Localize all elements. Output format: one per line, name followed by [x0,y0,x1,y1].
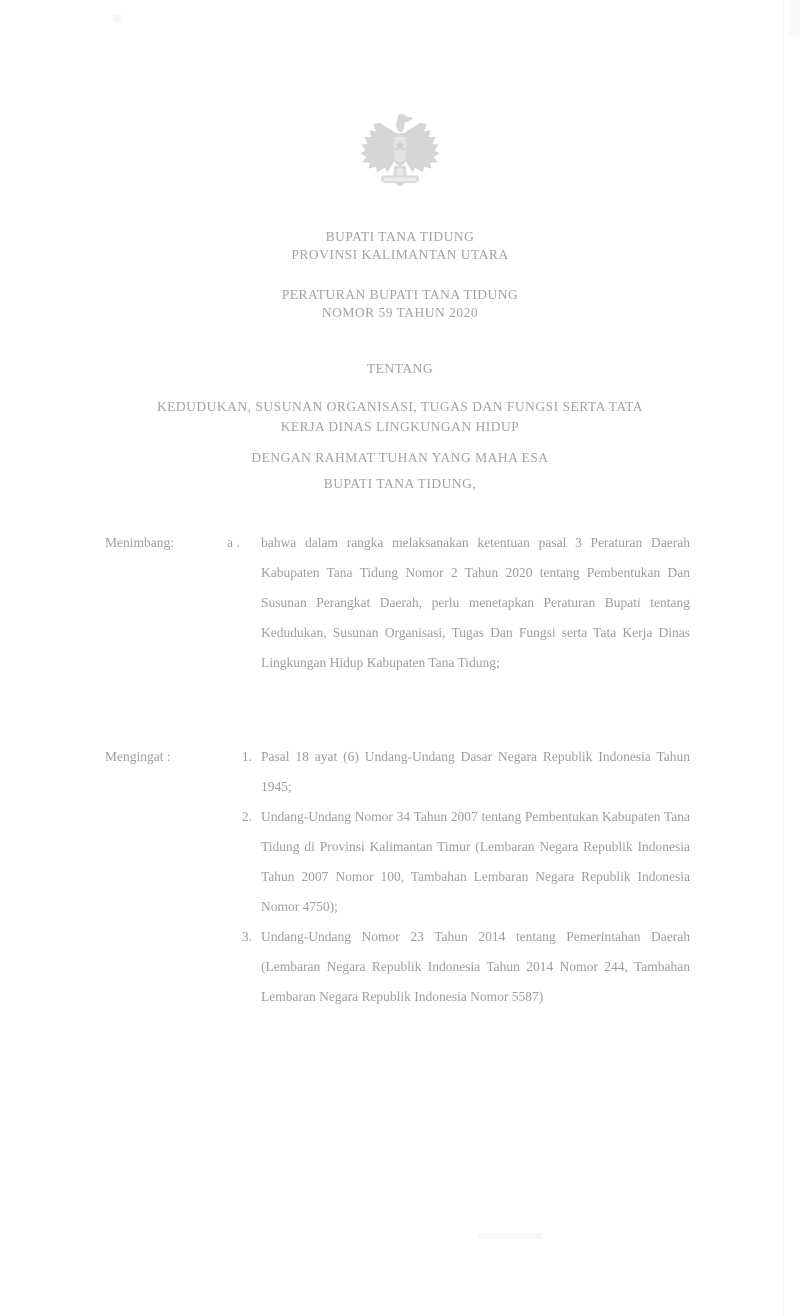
mengingat-item-text: Undang-Undang Nomor 23 Tahun 2014 tentang Pemerintahan Daerah (Lembaran Negara Republik Indonesia Tahun 2014 Nomor 244, Tambahan Lembaran Negara Republik Indonesia Nomor 5587) [261,929,690,1004]
menimbang-label: Menimbang: [105,535,174,550]
menimbang-item-text: bahwa dalam rangka melaksanakan ketentuan pasal 3 Peraturan Daerah Kabupaten Tana Tidung Nomor 2 Tahun 2020 tentang Pembentukan Dan Susunan Perangkat Daerah, perlu menetapkan Peraturan Bupati tentang Kedudukan, Susunan Organisasi, Tugas Dan Fungsi serta Tata Kerja Dinas Lingkungan Hidup Kabupaten Tana Tidung; [261,535,690,670]
header-bupati-text: BUPATI TANA TIDUNG, [323,476,477,491]
page-edge-line [783,0,784,1316]
scan-artifact-top [113,15,121,22]
header-bupati-signatory [0,475,800,493]
mengingat-label: Mengingat : [105,749,171,764]
header-regulation [0,286,800,322]
mengingat-item-text: Pasal 18 ayat (6) Undang-Undang Dasar Negara Republik Indonesia Tahun 1945; [261,749,690,794]
mengingat-item-text: Undang-Undang Nomor 34 Tahun 2007 tentang Pembentukan Kabupaten Tana Tidung di Provinsi Kalimantan Timur (Lembaran Negara Republik Indonesia Tahun 2007 Nomor 100, Tambahan Lembaran Negara Republik Indonesia Nomor 4750); [261,809,690,914]
scan-artifact-bottom [478,1233,542,1239]
menimbang-section [105,528,690,678]
menimbang-item-marker: a . [227,535,240,550]
header-tentang-label: TENTANG [366,361,434,376]
header-regulation-title: PERATURAN BUPATI TANA TIDUNG [281,287,519,302]
header-regulation-number: NOMOR 59 TAHUN 2020 [321,305,479,320]
mengingat-item-list [227,742,690,1012]
header-subject-line-1: KEDUDUKAN, SUSUNAN ORGANISASI, TUGAS DAN FUNGSI SERTA TATA [156,399,644,414]
mengingat-item-marker: 2. [241,809,252,824]
header-rahmat-text: DENGAN RAHMAT TUHAN YANG MAHA ESA [251,450,549,465]
mengingat-item [227,802,690,922]
mengingat-item [227,922,690,1012]
header-rahmat [0,449,800,467]
header-tentang [0,360,800,378]
garuda-pancasila-emblem [352,103,448,195]
page-edge-corner [789,0,800,36]
header-instansi-line-2: PROVINSI KALIMANTAN UTARA [291,247,509,262]
mengingat-item [227,742,690,802]
mengingat-section [105,742,690,1012]
header-subject-line-2: KERJA DINAS LINGKUNGAN HIDUP [280,419,520,434]
mengingat-item-marker: 1. [241,749,252,764]
header-instansi [0,228,800,264]
header-subject-title [88,397,712,437]
mengingat-item-marker: 3. [241,929,252,944]
header-instansi-line-1: BUPATI TANA TIDUNG [325,229,475,244]
emblem-container [0,103,800,195]
